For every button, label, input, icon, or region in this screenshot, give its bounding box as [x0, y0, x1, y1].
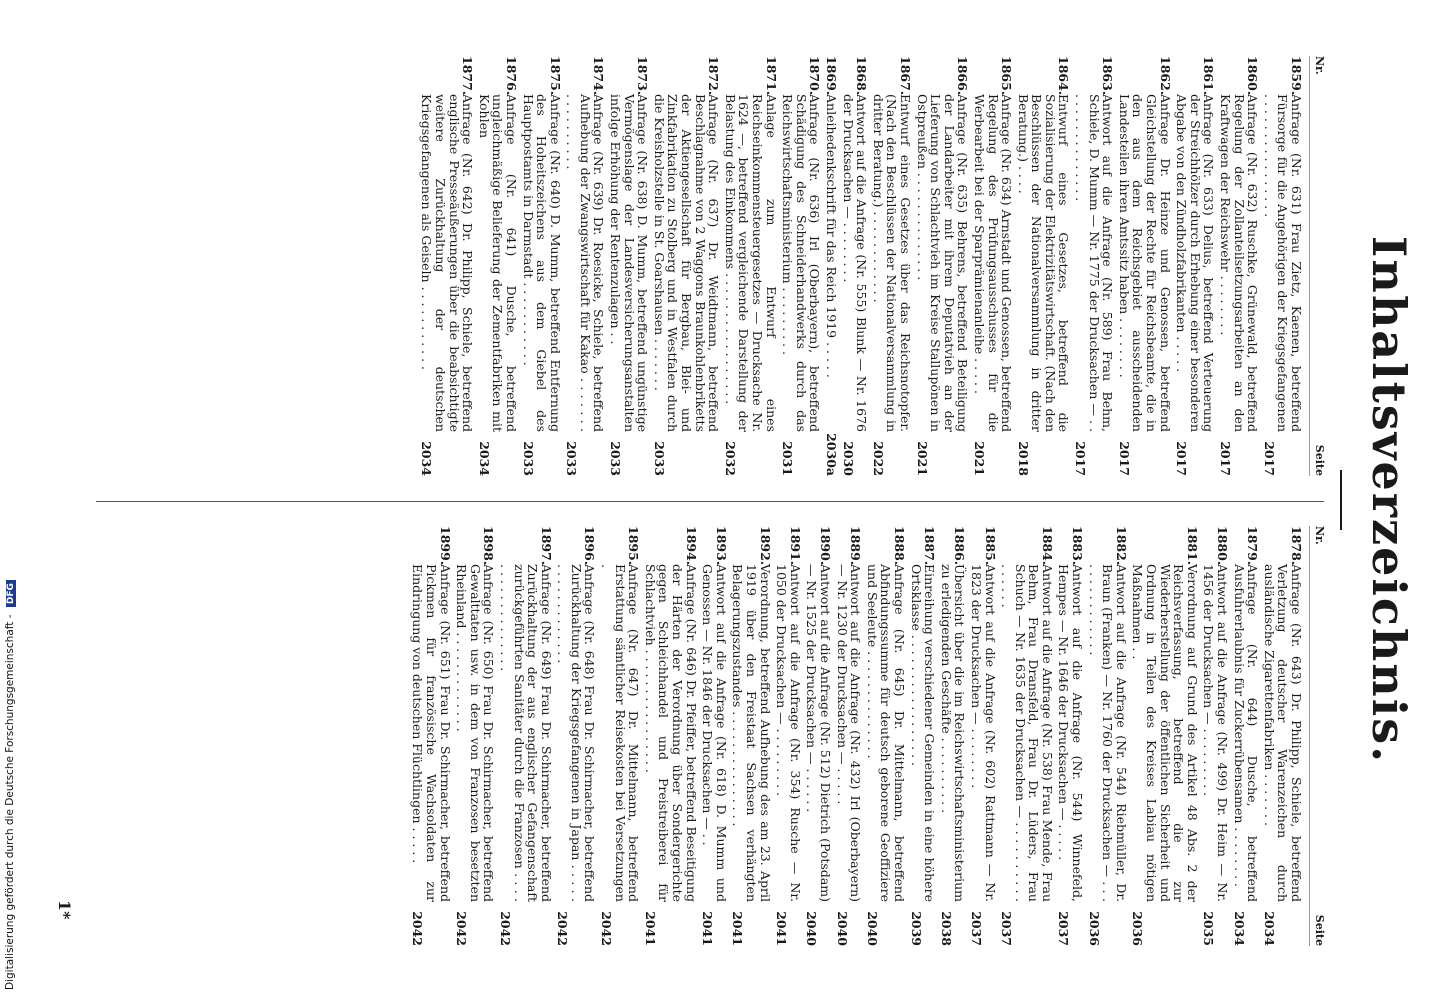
- entry-text: Anfrage (Nr. 646) Dr. Pfeiffer, betreffend Beseitigung der Härten der Verordnung über Sondergerichte gegen Schleichhandel und Preistreiberei für Schlachtvieh . . . . . . . . . . . . . . . .: [642, 564, 699, 902]
- entry-text: Antwort auf die Anfrage (Nr. 432) Irl (Oberbayern) — Nr. 1230 der Drucksachen — . . . . .: [834, 564, 864, 902]
- entry-text: Antwort auf die Anfrage (Nr. 555) Blunk — Nr. 1676 der Drucksachen — . . . . . . . .: [840, 94, 870, 432]
- entry-text: Antwort auf die Anfrage (Nr. 602) Rattmann — Nr. 1823 der Drucksachen — . . . . . . . .: [968, 564, 998, 902]
- entry-number: 1885.: [982, 526, 998, 566]
- entry-page: 2032: [722, 441, 738, 476]
- entry-number: 1868.: [854, 56, 870, 96]
- entry-page: 2021: [971, 441, 987, 476]
- entry-text: Antwort auf die Anfrage (Nr. 544) Winnefeld, Hempes — Nr. 1646 der Drucksachen — . . . . .: [1056, 564, 1086, 902]
- entry-text: Einreihung verschiedener Gemeinden in eine höhere Ortsklasse . . . . . . . . . . . . . . . . .: [908, 564, 938, 902]
- entry-text: Antwort auf die Anfrage (Nr. 354) Rusche — Nr. 1050 der Drucksachen — . . . . . . . . .: [774, 564, 803, 902]
- entry-number: 1876.: [503, 56, 519, 96]
- entry-text: Anfrage (Nr. 635) Behrens, betreffend Beteiligung der Landarbeiter mit ihrem Deputatvieh an der Lieferung von Schlachtvieh im Kreise Stallupönen in Ostpreußen . . . . . . . . . . . . . .: [914, 94, 971, 432]
- entry-text: Anfrage (Nr. 643) Dr. Philipp, Schiele, betreffend Verletzung deutscher Warenzeichen durch ausländische Zigarettenfabriken . . . . . . .: [1261, 564, 1304, 902]
- entry-page: 2033: [651, 441, 667, 476]
- entry-text: Verordnung, betreffend Aufhebung des am 23. April 1919 über den Freistaat Sachsen verhängten Belagerungszustandes . . . . . . . . . . . . . . .: [730, 564, 773, 902]
- entry-text: Anfrage Dr. Heinze und Genossen, betreffend Gleichstellung der Rechte für Reichsbeamte, die in den aus dem Reichsgebiet ausscheidenden Landesteilen ihren Amtssitz haben . . . . . . . .: [1116, 94, 1173, 432]
- entry-page: 2042: [497, 911, 513, 946]
- entry-text: Anfrage (Nr. 632) Ruschke, Grünewald, betreffend Regelung der Zollanteilsetzungsarbeiten an den Kraftwagen der Reichswehr . . . . . . . .: [1218, 94, 1261, 432]
- entry-page: 2041: [730, 911, 746, 946]
- entry-text: Antwort auf die Anfrage (Nr. 589) Frau Behm, Schiele, D. Mumm — Nr. 1775 der Drucksachen — . . . . . . . . . . . . . . . .: [1073, 94, 1116, 432]
- entry-number: 1881.: [1184, 526, 1200, 566]
- toc-entry: [1131, 526, 1199, 946]
- toc-entry: [1087, 526, 1128, 946]
- entry-text: Entwurf eines Gesetzes über das Reichsnotopfer. (Nach den Beschlüssen der Nationalversammlung in dritter Beratung.) . . . . . . . . . . . .: [870, 94, 913, 432]
- entry-number: 1888.: [891, 526, 907, 566]
- entry-text: Anfrage (Nr. 641) Dusche, betreffend ungleichmäßige Belieferung der Zementfabriken mit Kohlen: [476, 94, 519, 432]
- toc-entry: [1175, 56, 1216, 476]
- entry-number: 1893.: [713, 526, 729, 566]
- entry-number: 1892.: [757, 526, 773, 566]
- entry-page: 2039: [908, 911, 924, 946]
- left-column-header: [1309, 56, 1326, 476]
- entry-page: 2030: [840, 441, 856, 476]
- entry-text: Anfrage (Nr. 637) Dr. Weidtmann, betreffend Beschlagnahme von 2 Waggons Braunkohlenbriketts der Aktiengesellschaft für Bergbau, Blei- und Zinkfabrikation zu Stolberg und in Westfalen durch die Kreisholzstelle in St. Goarshausen . . . . . . .: [651, 94, 722, 432]
- toc-entry: [1202, 526, 1229, 946]
- entry-number: 1890.: [818, 526, 833, 566]
- toc-entry: [609, 56, 650, 476]
- entry-number: 1887.: [922, 526, 938, 566]
- toc-entry: [871, 56, 912, 476]
- entry-number: 1891.: [787, 526, 803, 566]
- entry-page: 2042: [454, 911, 470, 946]
- toc-entry: [939, 526, 966, 946]
- toc-entry: [1016, 56, 1070, 476]
- entry-page: 2021: [914, 441, 930, 476]
- entry-page: 2040: [804, 911, 820, 946]
- entry-page: 2034: [1261, 911, 1277, 946]
- entry-page: 2035: [1201, 911, 1217, 946]
- entry-page: 2017: [1174, 441, 1190, 476]
- entry-page: 2022: [870, 441, 886, 476]
- toc-entry: [1262, 526, 1303, 946]
- dfg-logo-icon: DFG: [6, 580, 16, 607]
- entry-number: 1875.: [547, 56, 563, 96]
- entry-number: 1882.: [1113, 526, 1129, 566]
- toc-entry: [477, 56, 518, 476]
- right-column-header: [1309, 526, 1326, 946]
- entry-number: 1865.: [999, 56, 1015, 96]
- entry-page: 2041: [700, 911, 716, 946]
- entry-page: 2036: [1130, 911, 1146, 946]
- title-rule: [1340, 470, 1342, 530]
- entry-number: 1899.: [437, 526, 453, 566]
- entry-number: 1879.: [1245, 526, 1261, 566]
- entry-number: 1864.: [1056, 56, 1072, 96]
- toc-entry: [781, 56, 822, 476]
- toc-entry: [1218, 56, 1259, 476]
- entry-text: Anfrage (Nr. 645) Dr. Mittelmann, betreffend Abfindungssumme für deutsch geborene Geoffiziere und Seeleute . . . . . . . . . . . . . .: [864, 564, 907, 902]
- number-header: Nr.: [1313, 526, 1326, 545]
- toc-entry: [556, 526, 597, 946]
- toc-entry: [1232, 526, 1259, 946]
- entry-text: Anfrage (Nr. 639) Dr. Roesicke, Schiele, betreffend Aufhebung der Zwangswirtschaft für Kakao . . . . . . . . . . . . . . . . .: [564, 94, 607, 432]
- entry-text: Anfrage (Nr. 631) Frau Zietz, Kaenen, betreffend Fürsorge für die Angehörigen der Kriegsgefangenen . . . . . . . . . . . . . . . .: [1261, 94, 1304, 432]
- entry-page: 2037: [1056, 911, 1072, 946]
- entry-page: 2038: [938, 911, 954, 946]
- entry-text: Anlage zum Entwurf eines Reichseinkommensteuergesetzes — Drucksache Nr. 1624 —, betreffend vergleichende Darstellung der Belastung des Einkommens . . . . . . . . . . . . . . . . .: [722, 94, 779, 432]
- entry-page: 2040: [834, 911, 850, 946]
- entry-text: Anfrage (Nr. 634) Arnstadt und Genossen, betreffend Regelung des Prüfungsausschusses für die Werbearbeit bei der Sparprämienanleihe . . . . .: [971, 94, 1015, 432]
- entry-number: 1860.: [1245, 56, 1261, 96]
- entry-page: 2033: [564, 441, 580, 476]
- entry-page: 2037: [999, 911, 1015, 946]
- entry-number: 1873.: [635, 56, 651, 96]
- column-divider: [96, 501, 1324, 502]
- entry-number: 1895.: [626, 526, 642, 566]
- toc-entry: [1117, 56, 1171, 476]
- entry-number: 1884.: [1039, 526, 1055, 566]
- page-mark: 1*: [55, 900, 74, 920]
- credit-text: Digitalisierung gefördert durch die Deutsche Forschungsgemeinschaft -: [4, 614, 16, 990]
- entry-text: Entwurf eines Gesetzes, betreffend die Sozialisierung der Elektrizitätswirtschaft. (Nach den Beschlüssen der Nationalversammlung in dritter Beratung.) . . . .: [1015, 94, 1072, 432]
- entry-page: 2041: [774, 911, 790, 946]
- toc-entry: [1262, 56, 1303, 476]
- entry-number: 1880.: [1215, 526, 1231, 566]
- toc-entry: [824, 56, 838, 476]
- entry-number: 1872.: [706, 56, 722, 96]
- entry-text: Anfrage (Nr. 640) D. Mumm, betreffend Entfernung des Hoheitszeichens aus dem Giebel des Hauptpostamts in Darmstadt . . . . . . . . . . .: [520, 94, 563, 432]
- entry-text: Anfrage (Nr. 633) Delius, betreffend Verteuerung der Streichhölzer durch Erhebung einer besonderen Abgabe von den Zündholzfabrikanten . . . . .: [1174, 94, 1217, 432]
- toc-entry: [1000, 526, 1054, 946]
- entry-number: 1866.: [955, 56, 971, 96]
- toc-entry: [701, 526, 728, 946]
- entry-text: Anleihedenkschrift für das Reich 1919 . . . . .: [824, 94, 839, 378]
- entry-number: 1898.: [481, 526, 497, 566]
- entry-page: 2033: [608, 441, 624, 476]
- entry-text: Anfrage (Nr. 642) Dr. Philipp, Schiele, betreffend englische Presseäußerungen über die beabsichtigte weitere Zurückhaltung der deutschen Kriegsgefangenen als Geiseln . . . . . . . . . . .: [419, 94, 476, 432]
- toc-entry: [909, 526, 936, 946]
- entry-text: Antwort auf die Anfrage (Nr. 512) Dietrich (Potsdam) — Nr. 1525 der Drucksachen — . . . . . .: [804, 564, 833, 902]
- number-header: Nr.: [1313, 56, 1326, 75]
- toc-entry: [411, 526, 452, 946]
- entry-text: Anfrage (Nr. 647) Dr. Mittelmann, betreffend Erstattung sämtlicher Reisekosten bei Versetzungen .: [599, 564, 642, 902]
- entry-text: Anfrage (Nr. 650) Frau Dr. Schirmacher, betreffend Gewalttaten usw. in dem von Franzosen besetzten Rheinland . . . . . . . . . . . . .: [454, 564, 497, 902]
- entry-number: 1874.: [591, 56, 607, 96]
- toc-entry: [835, 526, 862, 946]
- entry-page: 2042: [599, 911, 615, 946]
- toc-entry: [723, 56, 777, 476]
- entry-number: 1883.: [1070, 526, 1086, 566]
- toc-entry: [969, 526, 996, 946]
- entry-text: Anfrage (Nr. 648) Frau Dr. Schirmacher, betreffend Zurückhaltung der Kriegsgefangenen in Japan . . . . . . . . . . . . . . . . . .: [555, 564, 598, 902]
- entry-number: 1863.: [1100, 56, 1116, 96]
- entry-page: 2042: [555, 911, 571, 946]
- toc-entry: [455, 526, 496, 946]
- toc-entry: [498, 526, 552, 946]
- toc-entry: [865, 526, 906, 946]
- toc-entry: [420, 56, 474, 476]
- entry-number: 1877.: [460, 56, 476, 96]
- entry-number: 1889.: [848, 526, 864, 566]
- entry-number: 1878.: [1289, 526, 1304, 566]
- entry-page: 2040: [864, 911, 880, 946]
- toc-entry: [915, 56, 969, 476]
- toc-entry: [775, 526, 802, 946]
- entry-number: 1862.: [1157, 56, 1173, 96]
- entry-page: 2041: [642, 911, 658, 946]
- toc-entry: [972, 56, 1013, 476]
- toc-entry: [600, 526, 641, 946]
- toc-entry: [565, 56, 606, 476]
- entry-text: Antwort auf die Anfrage (Nr. 538) Frau Mende, Frau Behm, Frau Dransfeld, Frau Dr. Lüders, Frau Schuch — Nr. 1635 der Drucksachen — . . . . . . . . . . . . . . . .: [999, 564, 1055, 902]
- entry-number: 1867.: [897, 56, 913, 96]
- entry-text: Verordnung auf Grund des Artikel 48 Abs. 2 der Reichsverfassung, betreffend die zur Wiederherstellung der öffentlichen Sicherheit und Ordnung in Teilen des Kreises Labiau nötigen Maßnahmen . .: [1130, 564, 1200, 902]
- right-entry-list: [411, 526, 1303, 946]
- entry-number: 1859.: [1289, 56, 1304, 96]
- entry-page: 2034: [419, 441, 435, 476]
- entry-page: 2034: [476, 441, 492, 476]
- entry-number: 1886.: [952, 526, 968, 566]
- entry-page: 2017: [1218, 441, 1234, 476]
- entry-number: 1894.: [683, 526, 699, 566]
- entry-page: 2030a: [824, 433, 839, 476]
- entry-number: 1871.: [763, 56, 779, 96]
- toc-entry: [652, 56, 720, 476]
- entry-page: 2017: [1116, 441, 1132, 476]
- entry-page: 2036: [1086, 911, 1102, 946]
- entry-page: 2033: [520, 441, 536, 476]
- entry-text: Antwort auf die Anfrage (Nr. 544) Riebmüller, Dr. Braun (Franken) — Nr. 1760 der Drucksachen — . . . . . . . . . . . . . . .: [1086, 564, 1129, 902]
- entry-page: 2037: [968, 911, 984, 946]
- entry-page: 2034: [1231, 911, 1247, 946]
- page-header: Seite: [1313, 444, 1326, 476]
- digitization-credit: [4, 580, 16, 990]
- entry-text: Anfrage (Nr. 649) Frau Dr. Schirmacher, betreffend Zurückhaltung der aus englischer Gefangenschaft zurückgeführten Sanitäter durch die Franzosen . . . . . . . . . . . . . . . . . .: [497, 564, 554, 902]
- toc-entry: [841, 56, 868, 476]
- toc-entry: [643, 526, 697, 946]
- page-header: Seite: [1313, 914, 1326, 946]
- toc-entry: [731, 526, 772, 946]
- toc-entry: [1057, 526, 1084, 946]
- entry-number: 1861.: [1201, 56, 1217, 96]
- left-column: [90, 56, 1326, 476]
- entry-text: Anfrage (Nr. 636) Irl (Oberbayern), betreffend Schädigung des Schneiderhandwerks durch das Reichswirtschaftsministerium . . . . . . . . .: [780, 94, 823, 432]
- entry-text: Anfrage (Nr. 644) Dusche, betreffend Ausfuhrerlaubnis für Zuckerrübensamen . . . . . . . .: [1231, 564, 1261, 902]
- entry-text: Anfrage (Nr. 638) D. Mumm, betreffend ungünstige Vermögenslage der Landesversicherungsanstalten infolge Erhöhung der Rentenzulagen . .: [608, 94, 651, 432]
- toc-entry: [1074, 56, 1115, 476]
- entry-number: 1870.: [807, 56, 823, 96]
- entry-text: Übersicht über die im Reichswirtschaftsministerium zu erledigenden Geschäfte . . . . . . . . . .: [938, 564, 968, 902]
- entry-number: 1896.: [582, 526, 598, 566]
- entry-page: 2031: [780, 441, 796, 476]
- entry-page: 2018: [1015, 441, 1031, 476]
- entry-text: Antwort auf die Anfrage (Nr. 618) D. Mumm und Genossen — Nr. 1846 der Drucksachen — . .: [700, 564, 729, 902]
- entry-page: 2017: [1073, 441, 1089, 476]
- entry-page: 2017: [1261, 441, 1277, 476]
- entry-text: Anfrage (Nr. 651) Frau Dr. Schirmacher, betreffend Pickmen für französische Wachsoldaten zur Eindringung von deutschen Flüchtlingen . . . . .: [410, 564, 453, 902]
- entry-page: 2042: [410, 911, 426, 946]
- entry-text: Antwort auf die Anfrage (Nr. 499) Dr. Heim — Nr. 1456 der Drucksachen — . . . . . . . . .: [1201, 564, 1231, 902]
- entry-number: 1869.: [824, 56, 839, 96]
- scan-margin: [0, 0, 22, 1000]
- toc-entry: [521, 56, 562, 476]
- entry-number: 1897.: [538, 526, 554, 566]
- page-title: Inhaltsverzeichnis.: [1362, 235, 1416, 765]
- right-column: [90, 526, 1326, 946]
- left-entry-list: [420, 56, 1303, 476]
- toc-entry: [805, 526, 832, 946]
